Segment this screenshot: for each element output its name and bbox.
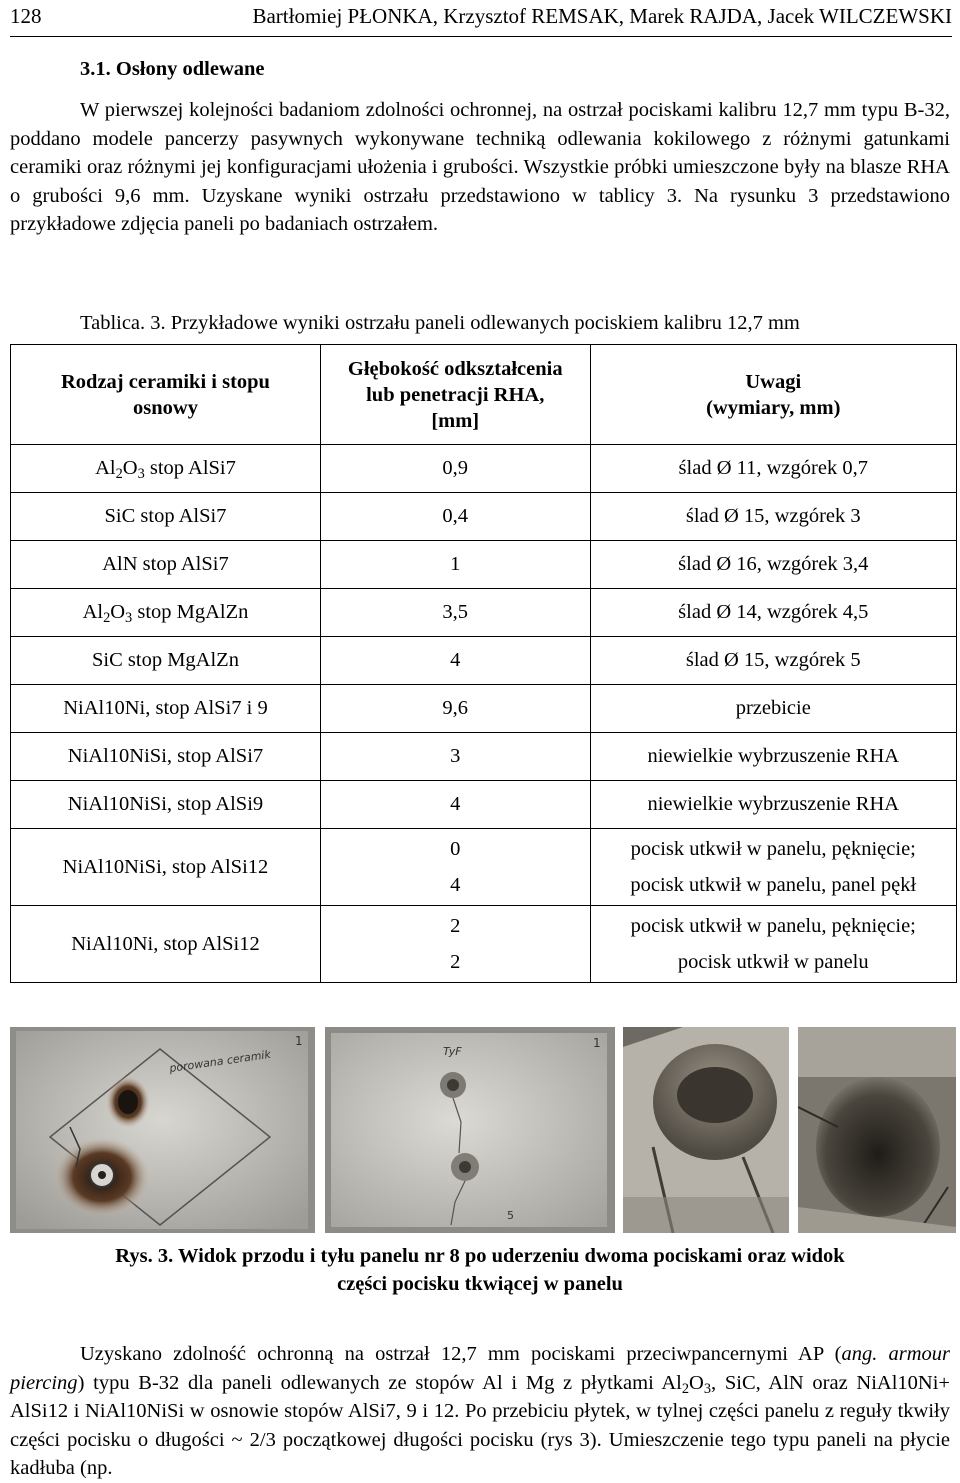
- photo-note-middle-1: TyF: [443, 1045, 462, 1058]
- final-paragraph-sub: 2: [681, 1380, 690, 1397]
- header-material-l2: osnowy: [133, 396, 198, 419]
- cell-depth: 0,9: [320, 445, 590, 493]
- cell-notes: ślad Ø 15, wzgórek 3: [590, 493, 957, 541]
- cell-notes: ślad Ø 11, wzgórek 0,7: [590, 445, 957, 493]
- header-notes-l2: (wymiary, mm): [706, 396, 841, 419]
- header-depth: [320, 345, 590, 445]
- table-row: [11, 589, 957, 637]
- cell-depth: 9,6: [320, 685, 590, 733]
- photo-closeup-1-image: [623, 1027, 789, 1233]
- header-depth-l1: Głębokość odkształcenia: [347, 357, 563, 380]
- cell-notes: ślad Ø 15, wzgórek 5: [590, 637, 957, 685]
- photo-panel-front-image: [10, 1027, 315, 1233]
- cell-material: NiAl10NiSi, stop AlSi9: [11, 781, 321, 829]
- final-paragraph: [10, 1340, 950, 1483]
- cell-material: NiAl10Ni, stop AlSi12: [11, 906, 321, 983]
- table-row: [11, 781, 957, 829]
- photo-panel-back-image: [325, 1027, 615, 1233]
- cell-notes: ślad Ø 14, wzgórek 4,5: [590, 589, 957, 637]
- page-number: 128: [10, 4, 42, 28]
- table-row: [11, 685, 957, 733]
- final-paragraph-text: , SiC, AlN oraz NiAl10Ni+ AlSi12 i NiAl10NiSi w osnowie stopów AlSi7, 9 i 12. Po przebiciu płytek, w tylnej części panelu z reguły tkwiły części pocisku o długości ~ 2/3 początkowej długości pocisku (rys 3). Umieszczenie tego typu paneli na płycie kadłuba (np.: [10, 1371, 950, 1479]
- photo-note-left-2: 1: [295, 1034, 303, 1048]
- photo-projectile-closeup-2: [798, 1027, 956, 1233]
- final-paragraph-italic: ang. armour piercing: [10, 1343, 950, 1394]
- table-caption: Tablica. 3. Przykładowe wyniki ostrzału paneli odlewanych pociskiem kalibru 12,7 mm: [80, 312, 800, 334]
- header-notes-l1: Uwagi: [745, 370, 802, 393]
- cell-material: NiAl10NiSi, stop AlSi7: [11, 733, 321, 781]
- final-paragraph-text: O: [689, 1371, 704, 1394]
- cell-depth: 1: [320, 541, 590, 589]
- photo-panel-back: [325, 1027, 615, 1233]
- table-row: [11, 493, 957, 541]
- header-notes: [590, 345, 957, 445]
- photo-note-middle-3: 5: [507, 1209, 514, 1222]
- cell-notes: ślad Ø 16, wzgórek 3,4: [590, 541, 957, 589]
- photo-panel-front: [10, 1027, 315, 1233]
- cell-notes: pocisk utkwił w panelu, pęknięcie; pocisk utkwił w panelu, panel pękł: [590, 829, 957, 906]
- cell-depth: 4: [320, 637, 590, 685]
- cell-depth: 3,5: [320, 589, 590, 637]
- cell-notes: pocisk utkwił w panelu, pęknięcie; pocisk utkwił w panelu: [590, 906, 957, 983]
- cell-material: $Al_2O_3$ stop MgAlZn: [11, 589, 321, 637]
- cell-notes: niewielkie wybrzuszenie RHA: [590, 733, 957, 781]
- header-depth-l2: lub penetracji RHA,: [366, 383, 545, 406]
- final-paragraph-text: Uzyskano zdolność ochronną na ostrzał 12,7 mm pociskami przeciwpancernymi AP (: [80, 1343, 842, 1365]
- cell-notes: przebicie: [590, 685, 957, 733]
- section-title: 3.1. Osłony odlewane: [80, 58, 265, 80]
- figure-caption-line-2: części pocisku tkwiącej w panelu: [337, 1273, 623, 1295]
- figure-caption: [10, 1242, 950, 1298]
- cell-depth: 0,4: [320, 493, 590, 541]
- cell-material: NiAl10Ni, stop AlSi7 i 9: [11, 685, 321, 733]
- table-row: [11, 906, 957, 983]
- table-row: [11, 445, 957, 493]
- table-row: [11, 829, 957, 906]
- cell-depth: 4: [320, 781, 590, 829]
- cell-material: AlN stop AlSi7: [11, 541, 321, 589]
- table-row: [11, 541, 957, 589]
- cell-material: SiC stop AlSi7: [11, 493, 321, 541]
- photo-note-middle-2: 1: [593, 1036, 601, 1050]
- photo-note-left-1: porowana ceramik: [168, 1047, 272, 1075]
- cell-depth: 2 2: [320, 906, 590, 983]
- final-paragraph-sub: 3: [703, 1380, 712, 1397]
- figure-photos: [10, 1027, 956, 1233]
- intro-paragraph: W pierwszej kolejności badaniom zdolności ochronnej, na ostrzał pociskami kalibru 12,7 mm typu B-32, poddano modele pancerzy pasywnych wykonywane techniką odlewania kokilowego z różnymi gatunkami ceramiki oraz różnymi jej konfiguracjami ułożenia i grubości. Wszystkie próbki umieszczone były na blasze RHA o grubości 9,6 mm. Uzyskane wyniki ostrzału przedstawiono w tablicy 3. Na rysunku 3 przedstawiono przykładowe zdjęcia paneli po badaniach ostrzałem.: [10, 99, 950, 235]
- results-table: [10, 344, 957, 983]
- figure-caption-line-1: Rys. 3. Widok przodu i tyłu panelu nr 8 po uderzeniu dwoma pociskami oraz widok: [115, 1245, 845, 1267]
- table-row: [11, 733, 957, 781]
- header-material: [11, 345, 321, 445]
- photo-projectile-closeup-1: [623, 1027, 789, 1233]
- header-depth-l3: [mm]: [431, 409, 480, 432]
- cell-depth: 3: [320, 733, 590, 781]
- final-paragraph-text: ) typu B-32 dla paneli odlewanych ze stopów Al i Mg z płytkami Al: [77, 1371, 682, 1394]
- page-header: [10, 2, 952, 37]
- table-row: [11, 637, 957, 685]
- cell-notes: niewielkie wybrzuszenie RHA: [590, 781, 957, 829]
- photo-closeup-2-image: [798, 1027, 956, 1233]
- header-material-l1: Rodzaj ceramiki i stopu: [60, 370, 270, 393]
- cell-material: $Al_2O_3$ stop AlSi7: [11, 445, 321, 493]
- authors: Bartłomiej PŁONKA, Krzysztof REMSAK, Marek RAJDA, Jacek WILCZEWSKI: [252, 4, 952, 28]
- cell-material: SiC stop MgAlZn: [11, 637, 321, 685]
- table-header-row: [11, 345, 957, 445]
- cell-depth: 0 4: [320, 829, 590, 906]
- cell-material: NiAl10NiSi, stop AlSi12: [11, 829, 321, 906]
